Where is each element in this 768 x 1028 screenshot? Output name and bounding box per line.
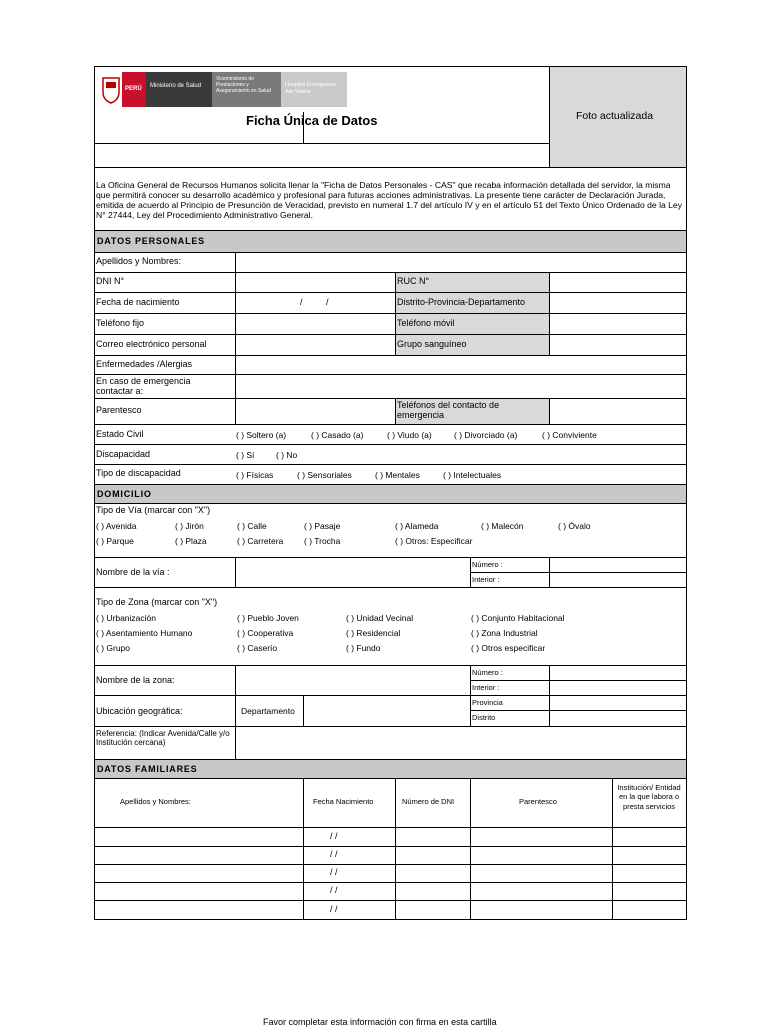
province-label: Provincia [472,698,503,707]
road-name-label: Nombre de la vía : [96,567,170,577]
zone-number-label: Número : [472,668,503,677]
phone-label: Teléfono fijo [96,318,145,328]
mobile-field[interactable] [550,314,685,333]
emergency-contact-field[interactable] [236,375,685,397]
coat-of-arms-icon [100,72,122,107]
family-row[interactable] [96,883,685,899]
family-row-date: / / [330,885,338,895]
full-name-field[interactable] [236,253,685,271]
blood-field[interactable] [550,335,685,354]
birth-date-label: Fecha de nacimiento [96,297,180,307]
road-option-avenida[interactable]: ( ) Avenida [96,521,137,531]
family-row[interactable] [96,865,685,881]
road-option-parque[interactable]: ( ) Parque [96,536,134,546]
zone-option-asentamiento[interactable]: ( ) Asentamiento Humano [96,628,193,638]
family-row-date: / / [330,831,338,841]
disability-option-no[interactable]: ( ) No [276,450,298,460]
zone-option-unidad-vecinal[interactable]: ( ) Unidad Vecinal [346,613,414,623]
province-field[interactable] [550,696,685,709]
disability-type-physical[interactable]: ( ) Físicas [236,470,274,480]
geo-district-label: Distrito [472,713,496,722]
zone-option-others[interactable]: ( ) Otros especificar [471,643,546,653]
reference-field[interactable] [236,727,685,758]
ministry-label: Ministerio de Salud [146,72,212,107]
road-option-carretera[interactable]: ( ) Carretera [237,536,284,546]
civil-status-label: Estado Civil [96,429,144,439]
civil-option-cohabiting[interactable]: ( ) Conviviente [542,430,597,440]
family-col-dni: Número de DNI [402,797,455,806]
road-name-field[interactable] [236,558,469,586]
family-col-institution: Institución/ Entidad en la que labora o presta servicios [617,783,681,811]
road-option-jiron[interactable]: ( ) Jirón [175,521,204,531]
dni-field[interactable] [236,273,394,291]
disability-type-mental[interactable]: ( ) Mentales [375,470,420,480]
emergency-phones-field[interactable] [550,399,685,423]
road-type-label: Tipo de Vía (marcar con "X") [96,505,211,515]
district-field[interactable] [550,293,685,312]
department-label: Departamento [241,706,295,716]
family-row[interactable] [96,828,685,845]
hospital-label: Hospital Emergencia Ate Vitarte [281,72,347,107]
zone-type-label: Tipo de Zona (marcar con "X") [96,597,218,607]
civil-option-single[interactable]: ( ) Soltero (a) [236,430,287,440]
section-address: DOMICILIO [95,485,686,503]
email-label: Correo electrónico personal [96,339,207,349]
birth-date-sep1: / [300,297,303,307]
intro-text: La Oficina General de Recursos Humanos solicita llenar la "Ficha de Datos Personales - CAS" que recaba información detallada del servidor, la misma que permitirá conocer su desarrollo académico y profesional para futuras acciones administrativas. La presente tiene carácter de Declaración Jurada, emitida de acuerdo al Principio de Presunción de Veracidad, previsto en numeral 1.7 del artículo IV y en el artículo 51 del Texto Único Ordenado de la Ley N° 27444, Ley del Procedimiento Administrativo General. [96,180,682,220]
section-family: DATOS FAMILIARES [95,760,686,778]
geo-district-field[interactable] [550,711,685,725]
disability-option-yes[interactable]: ( ) Sí [236,450,255,460]
zone-name-label: Nombre de la zona: [96,675,175,685]
zone-option-caserio[interactable]: ( ) Caserío [237,643,278,653]
family-row[interactable] [96,847,685,863]
road-interior-label: Interior : [472,575,500,584]
disability-type-label: Tipo de discapacidad [96,468,181,478]
photo-label: Foto actualizada [576,110,654,122]
road-option-plaza[interactable]: ( ) Plaza [175,536,207,546]
zone-option-pueblo-joven[interactable]: ( ) Pueblo Joven [237,613,299,623]
zone-option-grupo[interactable]: ( ) Grupo [96,643,131,653]
road-number-field[interactable] [550,558,685,571]
family-row-date: / / [330,904,338,914]
zone-interior-field[interactable] [550,681,685,694]
family-row-date: / / [330,849,338,859]
full-name-label: Apellidos y Nombres: [96,256,182,266]
disability-label: Discapacidad [96,449,151,459]
civil-option-divorced[interactable]: ( ) Divorciado (a) [454,430,518,440]
section-personal: DATOS PERSONALES [95,231,686,252]
relationship-label: Parentesco [96,405,142,415]
zone-option-residencial[interactable]: ( ) Residencial [346,628,401,638]
disability-type-sensory[interactable]: ( ) Sensoriales [297,470,352,480]
road-option-calle[interactable]: ( ) Calle [237,521,267,531]
road-option-alameda[interactable]: ( ) Alameda [395,521,439,531]
road-option-others[interactable]: ( ) Otros: Especificar [395,536,473,546]
ruc-label: RUC N° [397,276,430,286]
phone-field[interactable] [236,314,394,333]
ruc-field[interactable] [550,273,685,291]
footer-note: Favor completar esta información con firma en esta cartilla [263,1017,497,1027]
emergency-contact-label: En caso de emergencia contactar a: [96,376,191,396]
reference-label: Referencia: (Indicar Avenida/Calle y/o Institución cercana) [96,729,230,747]
email-field[interactable] [236,335,394,354]
family-row-date: / / [330,867,338,877]
civil-option-widowed[interactable]: ( ) Viudo (a) [387,430,432,440]
zone-interior-label: Interior : [472,683,500,692]
family-col-relationship: Parentesco [519,797,557,806]
district-label: Distrito-Provincia-Departamento [397,297,526,307]
blood-label: Grupo sanguíneo [397,339,467,349]
viceministry-label: Viceministerio de Prestaciones y Aseguramiento en Salud [212,72,281,107]
diseases-label: Enfermedades /Alergias [96,359,193,369]
mobile-label: Teléfono móvil [397,318,455,328]
birth-date-field[interactable] [236,293,394,312]
zone-option-urbanizacion[interactable]: ( ) Urbanización [96,613,156,623]
civil-option-married[interactable]: ( ) Casado (a) [311,430,364,440]
zone-option-industrial[interactable]: ( ) Zona Industrial [471,628,538,638]
dni-label: DNI N° [96,276,125,286]
relationship-field[interactable] [236,399,394,423]
family-row[interactable] [96,901,685,919]
road-option-malecon[interactable]: ( ) Malecón [481,521,524,531]
birth-date-sep2: / [326,297,329,307]
geo-location-label: Ubicación geográfica: [96,706,183,716]
disability-type-intellectual[interactable]: ( ) Intelectuales [443,470,502,480]
zone-option-cooperativa[interactable]: ( ) Cooperativa [237,628,294,638]
road-option-trocha[interactable]: ( ) Trocha [304,536,341,546]
family-col-birth: Fecha Nacimiento [313,797,374,806]
road-option-pasaje[interactable]: ( ) Pasaje [304,521,341,531]
road-interior-field[interactable] [550,573,685,586]
form-title: Ficha Única de Datos [246,113,378,128]
diseases-field[interactable] [236,356,685,373]
zone-option-conjunto[interactable]: ( ) Conjunto Habitacional [471,613,565,623]
department-field[interactable] [304,696,469,725]
road-option-ovalo[interactable]: ( ) Óvalo [558,521,591,531]
emergency-phones-label: Teléfonos del contacto de emergencia [397,400,500,420]
peru-label: PERÚ [122,72,146,107]
road-number-label: Número : [472,560,503,569]
family-col-name: Apellidos y Nombres: [120,797,191,806]
zone-option-fundo[interactable]: ( ) Fundo [346,643,381,653]
zone-number-field[interactable] [550,666,685,679]
zone-name-field[interactable] [236,666,469,694]
